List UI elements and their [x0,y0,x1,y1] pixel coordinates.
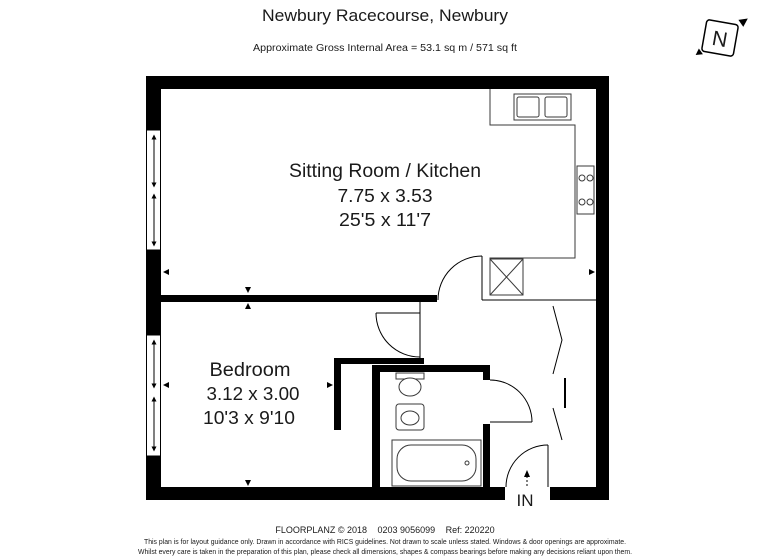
footer-reference: Ref: 220220 [445,525,495,535]
bath-surround [392,440,481,486]
dimension-marker [163,382,169,388]
wall-bathroom-right-upper [483,365,490,380]
wall-bathroom-right-lower [483,424,490,487]
room-dimensions-imperial: 10'3 x 9'10 [203,408,295,428]
north-compass-icon [696,11,748,63]
hob-burner [587,199,593,205]
wall-bathroom-top [372,365,490,372]
footer-disclaimer-line2: Whilst every care is taken in the preparation of this plan, please check all dimensions, shapes & compass bearings before making any decisions reliant upon them. [138,547,632,556]
dimension-marker [589,269,595,275]
hob-frame [577,166,594,214]
window-sitting-room [147,130,161,250]
basin-surround [396,404,424,430]
entrance-arrow-icon [524,470,530,477]
room-label-bedroom [203,360,300,428]
basin-icon [396,404,424,430]
sink-bowl [545,97,567,117]
outer-wall-left-upper [146,76,161,130]
outer-wall-bottom-right [550,487,609,500]
footer-phone: 0203 9056099 [377,525,436,535]
door-entrance [506,445,548,487]
hob-burner [579,199,585,205]
outer-wall-bottom-left [146,487,505,500]
sink-icon [514,94,571,120]
footer-credit [275,525,494,535]
bathroom-fittings [392,373,481,486]
window-bedroom [147,335,161,456]
sink-surround [514,94,571,120]
outer-wall-right [596,76,609,500]
dimension-marker [245,480,251,486]
footer-disclaimer-line1: This plan is for layout guidance only. Drawn in accordance with RICS guidelines. Not drawn to scale unless stated. Windows & door openings are approximate. [144,537,626,546]
room-label-sitting-room-kitchen [289,161,481,230]
outer-wall-left-middle [146,250,161,335]
door-sitting-room [438,256,482,300]
wall-closet-top [334,358,424,364]
room-dimensions-metric: 3.12 x 3.00 [206,384,300,404]
entrance-label: IN [516,491,534,510]
kitchen-units [490,89,594,295]
compass-arrow-north [737,17,747,27]
door-swing-arc [490,380,532,422]
door-bathroom [490,380,532,422]
outer-wall-top [146,76,609,89]
room-dimensions-metric: 7.75 x 3.53 [337,186,433,206]
hob-icon [577,166,594,214]
fridge-icon [490,259,523,295]
wall-bathroom-left [372,365,380,487]
bath-icon [392,440,481,486]
compass-label: N [710,26,730,53]
door-swing-arc [376,313,420,357]
room-name: Sitting Room / Kitchen [289,161,481,182]
sink-bowl [517,97,539,117]
dimension-marker [163,269,169,275]
gross-internal-area: Approximate Gross Internal Area = 53.1 sq m / 571 sq ft [253,43,518,54]
door-bedroom [376,302,420,358]
wall-sitting-bedroom [161,295,437,302]
dimension-marker [245,287,251,293]
dimension-marker [327,382,333,388]
room-name: Bedroom [209,360,291,381]
cupboard-bifold-doors [553,306,565,440]
room-dimensions-imperial: 25'5 x 11'7 [339,210,431,230]
hob-burner [579,175,585,181]
door-swing-arc [438,256,482,300]
bifold-door-leaf [553,306,562,374]
bifold-door-leaf [553,408,562,440]
footer-company: FLOORPLANZ © 2018 [275,525,368,535]
dimension-marker [245,303,251,309]
hob-burner [587,175,593,181]
toilet-icon [396,373,424,396]
toilet-bowl [399,378,421,396]
wall-closet-left [334,358,341,430]
plan-title: Newbury Racecourse, Newbury [262,6,509,25]
